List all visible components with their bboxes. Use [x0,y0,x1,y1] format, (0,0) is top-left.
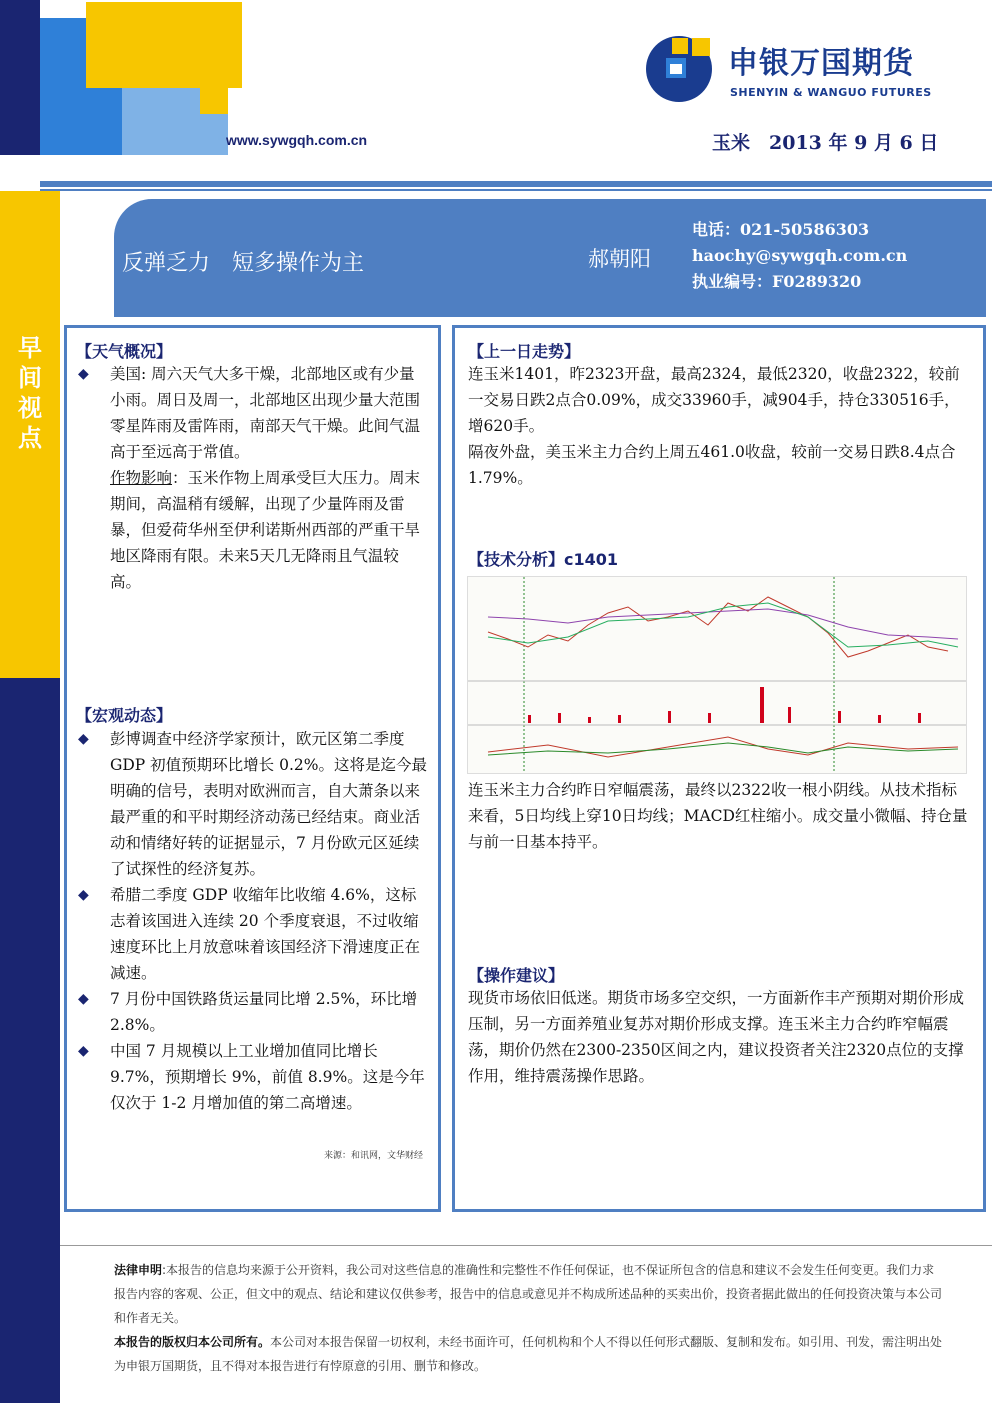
website-url[interactable]: www.sywgqh.com.cn [226,132,368,148]
sidebar-label: 早间视点 [18,334,42,452]
copyright-label: 本报告的版权归本公司所有。 [114,1335,271,1349]
sidebar-navy [0,678,60,1403]
legal-disclaimer [114,1258,944,1378]
crop-impact-label: 作物影响 [110,469,173,487]
bullet-diamond-icon: ◆ [78,366,89,382]
header-yellow-accent [200,88,228,114]
macro-item: 7 月份中国铁路货运量同比增 2.5%，环比增 2.8%。 [110,990,418,1034]
header-yellow-block [86,2,242,88]
weather-us: 美国: 周六天气大多干燥，北部地区或有少量小雨。周日及周一，北部地区出现少量大范围零星阵雨及雷阵雨，南部天气干燥。此间气温高于至远高于常值。 [110,365,421,461]
footer-divider [60,1245,992,1246]
copyright-text: 本公司对本报告保留一切权利，未经书面许可，任何机构和个人不得以任何形式翻版、复制和发布。如引用、刊发，需注明出处为申银万国期货，且不得对本报告进行有悖原意的引用、删节和修改。 [114,1335,943,1373]
tech-heading: 【技术分析】c1401 [468,550,619,569]
prev-day-heading: 【上一日走势】 [468,342,581,361]
company-logo [644,34,944,104]
macro-source: 来源：和讯网，文华财经 [324,1151,424,1161]
logo-english-name: SHENYIN & WANGUO FUTURES [730,86,932,99]
author-name: 郝朝阳 [588,247,651,271]
report-title: 反弹乏力 短多操作为主 [122,251,365,276]
bullet-diamond-icon: ◆ [78,731,89,747]
candlestick-chart-image [467,576,967,774]
legal-label: 法律申明 [114,1263,163,1277]
bullet-diamond-icon: ◆ [78,887,89,903]
author-email[interactable]: haochy@sywgqh.com.cn [692,246,908,265]
header-divider [40,181,992,187]
weather-heading: 【天气概况】 [76,342,173,361]
header-navy-block [0,0,40,155]
prev-day-dce: 连玉米1401，昨2323开盘，最高2324，最低2320，收盘2322，较前一交易日跌2点合0.09%，成交33960手，减904手，持仓330516手，增620手。 [468,365,960,435]
macro-item: 中国 7 月规模以上工业增加值同比增长 9.7%，预期增长 9%，前值 8.9%。这是今年仅次于 1-2 月增加值的第二高增速。 [110,1042,425,1112]
macro-heading: 【宏观动态】 [76,706,173,725]
weather-text [110,361,428,595]
header-divider-thin [40,189,992,191]
author-contact [692,217,907,295]
macro-item: 彭博调查中经济学家预计，欧元区第二季度 GDP 初值预期环比增长 0.2%。这将是迄今最明确的信号，表明对欧洲而言，自大萧条以来最严重的和平时期经济动荡已经结束。商业活动和情绪好转的证据显示，7 月份欧元区延续了试探性的经济复苏。 [110,730,427,878]
author-phone: 电话：021-50586303 [692,220,870,239]
bullet-diamond-icon: ◆ [78,991,89,1007]
logo-mark-icon [644,34,714,104]
author-license: 执业编号：F0289320 [692,272,862,291]
logo-chinese-name: 申银万国期货 [728,46,914,81]
tech-text: 连玉米主力合约昨日窄幅震荡，最终以2322收一根小阴线。从技术指标来看，5日均线上穿10日均线；MACD红柱缩小。成交量小微幅、持仓量与前一日基本持平。 [468,781,968,851]
crop-impact-text: ：玉米作物上周承受巨大压力。周末期间，高温稍有缓解，出现了少量阵雨及雷暴，但爱荷华州至伊利诺斯州西部的严重干旱地区降雨有限。未来5天几无降雨且气温较高。 [110,469,421,591]
bullet-diamond-icon: ◆ [78,1043,89,1059]
advice-text: 现货市场依旧低迷。期货市场多空交织，一方面新作丰产预期对期价形成压制，另一方面养殖业复苏对期价形成支撑。连玉米主力合约昨窄幅震荡，期价仍然在2300-2350区间之内，建议投资者关注2320点位的支撑作用，维持震荡操作思路。 [468,989,965,1085]
legal-text: :本报告的信息均来源于公开资料，我公司对这些信息的准确性和完整性不作任何保证，也不保证所包含的信息和建议不会发生任何变更。我们力求报告内容的客观、公正，但文中的观点、结论和建议仅供参考，报告中的信息或意见并不构成所述品种的买卖出价，投资者据此做出的任何投资决策与本公司和作者无关。 [114,1263,943,1325]
macro-item: 希腊二季度 GDP 收缩年比收缩 4.6%，这标志着该国进入连续 20 个季度衰退，不过收缩速度环比上月放意味着该国经济下滑速度正在减速。 [110,886,421,982]
advice-heading: 【操作建议】 [468,966,565,985]
prev-day-cbot: 隔夜外盘，美玉米主力合约上周五461.0收盘，较前一交易日跌8.4点合1.79%。 [468,443,956,487]
report-date: 玉米 2013 年 9 月 6 日 [712,132,939,154]
prev-day-text [468,361,971,491]
